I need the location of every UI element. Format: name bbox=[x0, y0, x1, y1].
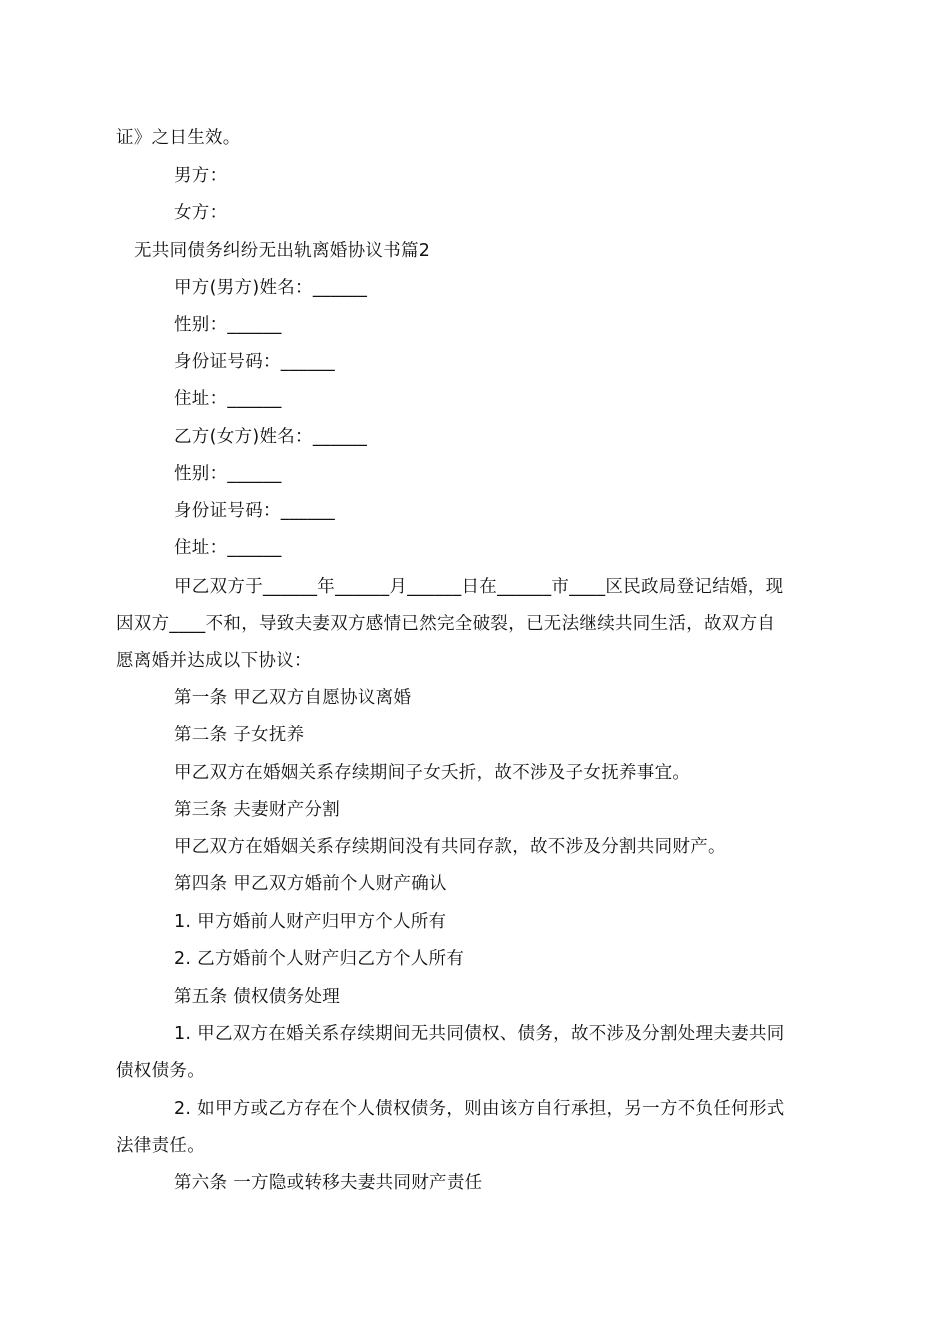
article-heading: 第三条 夫妻财产分割 bbox=[174, 800, 341, 820]
text-line: 甲乙双方在婚姻关系存续期间没有共同存款，故不涉及分割共同财产。 bbox=[174, 837, 726, 857]
text-line: 乙方(女方)姓名：______ bbox=[174, 427, 368, 447]
text-line: 愿离婚并达成以下协议： bbox=[116, 651, 312, 671]
text-line: 性别：______ bbox=[174, 315, 282, 335]
text-line: 身份证号码：______ bbox=[174, 501, 336, 521]
text-line: 住址：______ bbox=[174, 538, 282, 558]
article-heading: 第二条 子女抚养 bbox=[174, 725, 305, 745]
text-line: 甲乙双方在婚姻关系存续期间子女夭折，故不涉及子女抚养事宜。 bbox=[174, 763, 691, 783]
list-item: 2. 如甲方或乙方存在个人债权债务，则由该方自行承担，另一方不负任何形式 bbox=[174, 1099, 785, 1119]
text-line: 身份证号码：______ bbox=[174, 352, 336, 372]
text-line: 性别：______ bbox=[174, 464, 282, 484]
article-heading: 第六条 一方隐或转移夫妻共同财产责任 bbox=[174, 1173, 483, 1193]
article-heading: 第一条 甲乙双方自愿协议离婚 bbox=[174, 688, 412, 708]
text-line: 男方： bbox=[174, 166, 228, 186]
article-heading: 第五条 债权债务处理 bbox=[174, 987, 341, 1007]
text-line: 法律责任。 bbox=[116, 1136, 205, 1156]
text-line: 女方： bbox=[174, 203, 228, 223]
text-line: 住址：______ bbox=[174, 389, 282, 409]
text-line: 证》之日生效。 bbox=[116, 128, 241, 148]
text-line: 甲方(男方)姓名：______ bbox=[174, 278, 368, 298]
text-line: 甲乙双方于______年______月______日在______市____区民政局登记结婚，现 bbox=[174, 577, 784, 597]
text-line: 债权债务。 bbox=[116, 1061, 205, 1081]
list-item: 1. 甲乙双方在婚关系存续期间无共同债权、债务，故不涉及分割处理夫妻共同 bbox=[174, 1024, 785, 1044]
list-item: 2. 乙方婚前个人财产归乙方个人所有 bbox=[174, 949, 465, 969]
list-item: 1. 甲方婚前人财产归甲方个人所有 bbox=[174, 912, 447, 932]
text-line: 因双方____不和，导致夫妻双方感情已然完全破裂，已无法继续共同生活，故双方自 bbox=[116, 614, 776, 634]
section-title: 无共同债务纠纷无出轨离婚协议书篇2 bbox=[134, 241, 431, 261]
article-heading: 第四条 甲乙双方婚前个人财产确认 bbox=[174, 874, 447, 894]
